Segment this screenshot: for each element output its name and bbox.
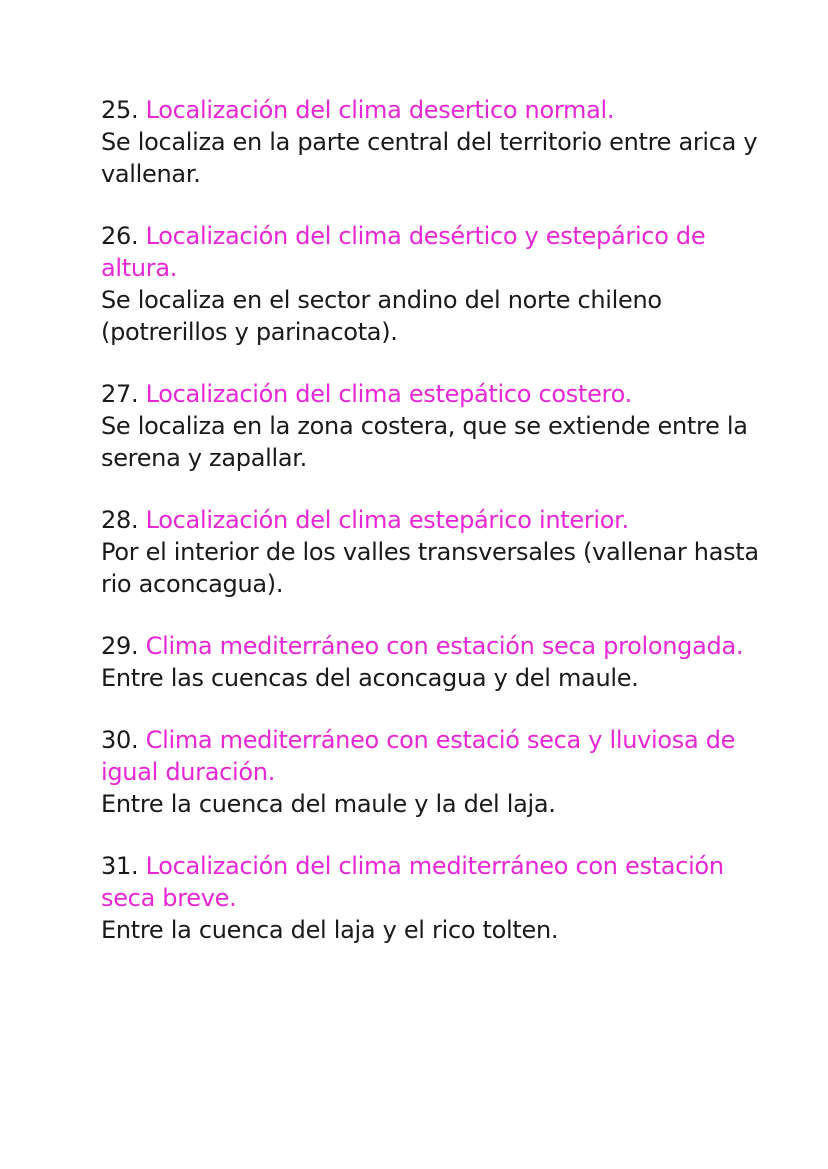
entry-title: Localización del clima desertico normal.: [145, 96, 615, 124]
entry-title: Localización del clima mediterráneo con estación seca breve.: [101, 852, 724, 912]
entry-body: Se localiza en el sector andino del norte chileno (potrerillos y parinacota).: [101, 286, 662, 346]
entry-30: [101, 724, 761, 820]
entry-title: Localización del clima estepático costero.: [145, 380, 632, 408]
entry-number: 26.: [101, 222, 139, 250]
entry-27: [101, 378, 761, 474]
entry-body: Entre la cuenca del maule y la del laja.: [101, 790, 556, 818]
entry-title: Clima mediterráneo con estació seca y lluviosa de igual duración.: [101, 726, 736, 786]
document-page: [101, 94, 761, 976]
entry-number: 30.: [101, 726, 139, 754]
entry-29: [101, 630, 761, 694]
entry-number: 31.: [101, 852, 139, 880]
entry-title: Clima mediterráneo con estación seca prolongada.: [145, 632, 744, 660]
entry-body: Entre la cuenca del laja y el rico tolten.: [101, 916, 559, 944]
entry-body: Se localiza en la zona costera, que se extiende entre la serena y zapallar.: [101, 412, 748, 472]
entry-body: Por el interior de los valles transversales (vallenar hasta rio aconcagua).: [101, 538, 759, 598]
entry-28: [101, 504, 761, 600]
entry-26: [101, 220, 761, 348]
entry-number: 25.: [101, 96, 139, 124]
entry-title: Localización del clima estepárico interior.: [145, 506, 629, 534]
entry-25: [101, 94, 761, 190]
entry-number: 28.: [101, 506, 139, 534]
entry-title: Localización del clima desértico y estepárico de altura.: [101, 222, 706, 282]
entry-number: 29.: [101, 632, 139, 660]
entry-31: [101, 850, 761, 946]
entry-number: 27.: [101, 380, 139, 408]
entry-body: Entre las cuencas del aconcagua y del maule.: [101, 664, 639, 692]
entry-body: Se localiza en la parte central del territorio entre arica y vallenar.: [101, 128, 758, 188]
